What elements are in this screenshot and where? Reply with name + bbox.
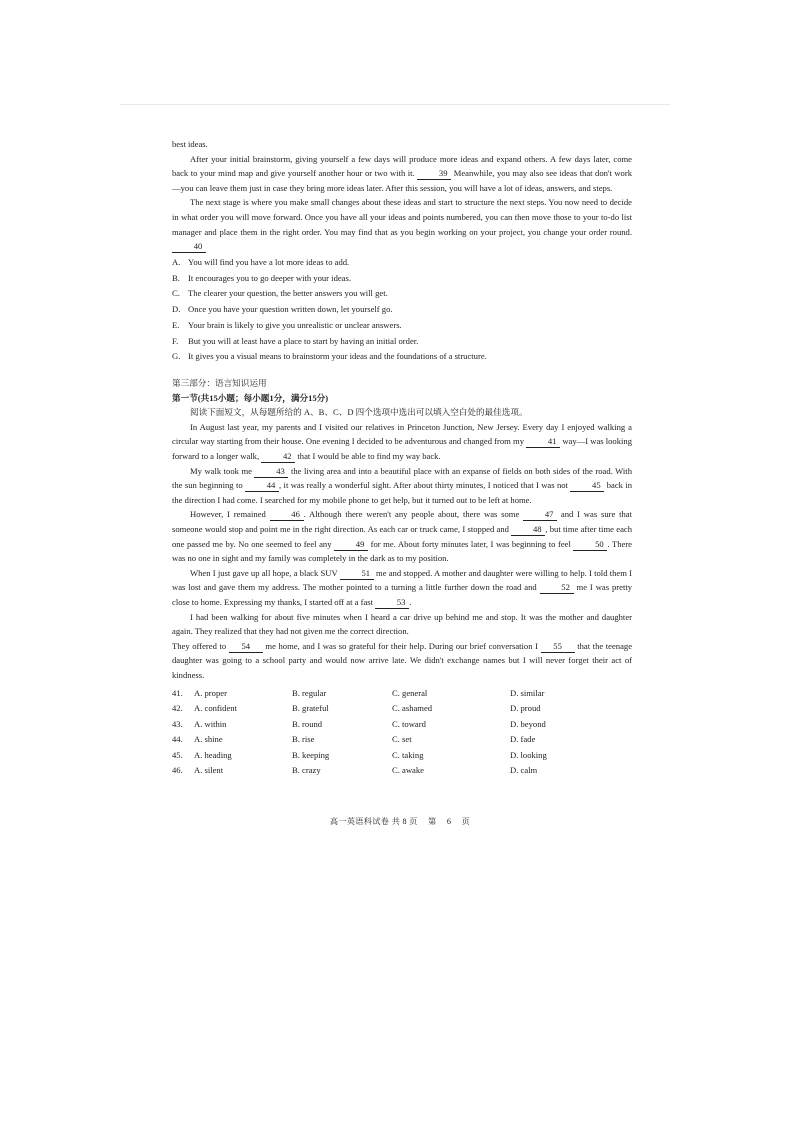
blank-46: 46 [270, 509, 304, 521]
footer-exam-info: 高一英语科试卷 共 8 页 [329, 817, 418, 826]
choice-b: B. crazy [292, 765, 321, 776]
choice-row [172, 686, 570, 702]
blank-48: 48 [511, 524, 545, 536]
section-title: 第三部分：语言知识运用 [172, 378, 267, 389]
passage-paragraph: best ideas. [172, 139, 208, 149]
choice-row [172, 763, 570, 779]
choice-row [172, 701, 570, 717]
passage-paragraph: The next stage is where you make small changes about these ideas and start to structure the next steps. You now need to decide in what order you will move forward. Once you have all your ideas and points numbered, you can then move those to your to-do list manager and place them in the right order. You may find that as you begin working on your project, you change your order round. 40 [172, 197, 632, 252]
footer-page-suffix: 页 [461, 817, 471, 826]
blank-42: 42 [261, 451, 295, 463]
choice-b: B. round [292, 718, 323, 729]
choice-number: 42. [172, 703, 183, 714]
page-footer [0, 815, 800, 830]
choices-body [172, 686, 570, 780]
blank-53: 53 [375, 597, 409, 609]
choice-b: B. regular [292, 687, 327, 698]
option-item: C. The clearer your question, the better answers you will get. [172, 288, 388, 299]
choice-number: 43. [172, 718, 183, 729]
choice-c: C. toward [392, 718, 426, 729]
choice-number: 44. [172, 734, 183, 745]
choice-d: D. looking [510, 749, 547, 760]
blank-50: 50 [573, 539, 607, 551]
choice-row [172, 732, 570, 748]
choice-row [172, 717, 570, 733]
choice-d: D. fade [510, 734, 536, 745]
blank-45: 45 [570, 480, 604, 492]
choice-d: D. calm [510, 765, 538, 776]
choice-d: D. similar [510, 687, 545, 698]
blank-55: 55 [541, 641, 575, 653]
choice-c: C. set [392, 734, 412, 745]
section-subtitle: 第一节(共15小题；每小题1分，满分15分) [172, 392, 329, 403]
blank-43: 43 [254, 466, 288, 478]
option-item: G. It gives you a visual means to brainstorm your ideas and the foundations of a structure. [172, 351, 487, 362]
choice-a: A. silent [194, 765, 224, 776]
option-item: B. It encourages you to go deeper with your ideas. [172, 272, 351, 283]
choice-number: 46. [172, 765, 183, 776]
choice-c: C. awake [392, 765, 424, 776]
blank-52: 52 [540, 582, 574, 594]
blank-39: 39 [417, 168, 451, 180]
choice-a: A. proper [194, 687, 227, 698]
blank-47: 47 [523, 509, 557, 521]
choice-d: D. proud [510, 703, 541, 714]
choice-a: A. shine [194, 734, 223, 745]
cloze-paragraph: In August last year, my parents and I visited our relatives in Princeton Junction, New Jersey. Every day I enjoyed walking a circular way starting from their house. One evening I decided to be adventurous and changed from my 41 way—I was looking forward to a longer walk, 42 that I would be able to find my way back. [172, 421, 633, 461]
passage-paragraph: After your initial brainstorm, giving yourself a few days will produce more ideas and expand others. A few days later, come back to your mind map and give yourself another hour or two with it. 39 Meanwhile, you may also see ideas that don't work—you can leave them just in case they bring more ideas later. After this session, you will have a lot of ideas, answers, and steps. [172, 153, 633, 193]
blank-51: 51 [340, 568, 374, 580]
choice-b: B. grateful [292, 703, 329, 714]
cloze-paragraph: When I just gave up all hope, a black SUV 51 me and stopped. A mother and daughter were willing to help. I told them I was lost and gave them my address. The mother pointed to a turning a little further down the road and 52 me I was pretty close to home. Expressing my thanks, I started off at a fast 53 . [172, 567, 633, 607]
choice-number: 45. [172, 749, 183, 760]
choice-a: A. heading [194, 749, 232, 760]
seven-choose-five-passage [172, 137, 632, 254]
footer-page-number: 6 [446, 817, 452, 826]
cloze-paragraph: They offered to 54 me home, and I was so grateful for their help. During our brief conversation I 55 that the teenage daughter was going to a school party and would now arrive late. We didn't exchange names but I will never forget their act of kindness. [172, 640, 633, 680]
cloze-paragraph: My walk took me 43 the living area and into a beautiful place with an expanse of fields on both sides of the road. With the sun beginning to 44 , it was really a wonderful sight. After about thirty minutes, I noticed that I was not 45 back in the direction I had come. I searched for my mobile phone to get help, but it turned out to be left at home. [172, 465, 633, 505]
cloze-paragraph: However, I remained 46 . Although there weren't any people about, there was some 47 and I was sure that someone would stop and point me in the right direction. As each car or truck came, I stopped and 48 , but time after time each one passed me by. No one seemed to feel any 49 for me. About forty minutes later, I was beginning to feel 50 . There was no one in sight and my family was completely in the dark as to my position. [172, 509, 632, 564]
choice-b: B. rise [292, 734, 315, 745]
options-list [172, 255, 632, 364]
choice-b: B. keeping [292, 749, 330, 760]
choice-a: A. confident [194, 703, 237, 714]
blank-40: 40 [172, 241, 206, 253]
blank-44: 44 [245, 480, 279, 492]
blank-41: 41 [526, 436, 560, 448]
option-item: D. Once you have your question written down, let yourself go. [172, 304, 393, 315]
choice-number: 41. [172, 687, 183, 698]
choice-row [172, 748, 570, 764]
choice-c: C. general [392, 687, 428, 698]
cloze-paragraph: I had been walking for about five minutes when I heard a car drive up behind me and stop. It was the mother and daughter again. They realized that they had not given me the correct direction. [172, 611, 632, 637]
footer-page-prefix: 第 [428, 817, 437, 826]
option-item: E. Your brain is likely to give you unrealistic or unclear answers. [172, 319, 402, 330]
choice-c: C. taking [392, 749, 424, 760]
cloze-passage [172, 420, 632, 683]
section-instruction: 阅读下面短文，从每题所给的 A、B、C、D 四个选项中选出可以填入空白处的最佳选项。 [190, 407, 528, 418]
choices-table [172, 686, 570, 780]
blank-54: 54 [229, 641, 263, 653]
blank-49: 49 [334, 539, 368, 551]
scan-edge-line [120, 104, 670, 105]
choice-d: D. beyond [510, 718, 546, 729]
option-item: A. You will find you have a lot more ideas to add. [172, 256, 350, 267]
choice-a: A. within [194, 718, 227, 729]
option-item: F. But you will at least have a place to start by having an initial order. [172, 335, 419, 346]
choice-c: C. ashamed [392, 703, 433, 714]
